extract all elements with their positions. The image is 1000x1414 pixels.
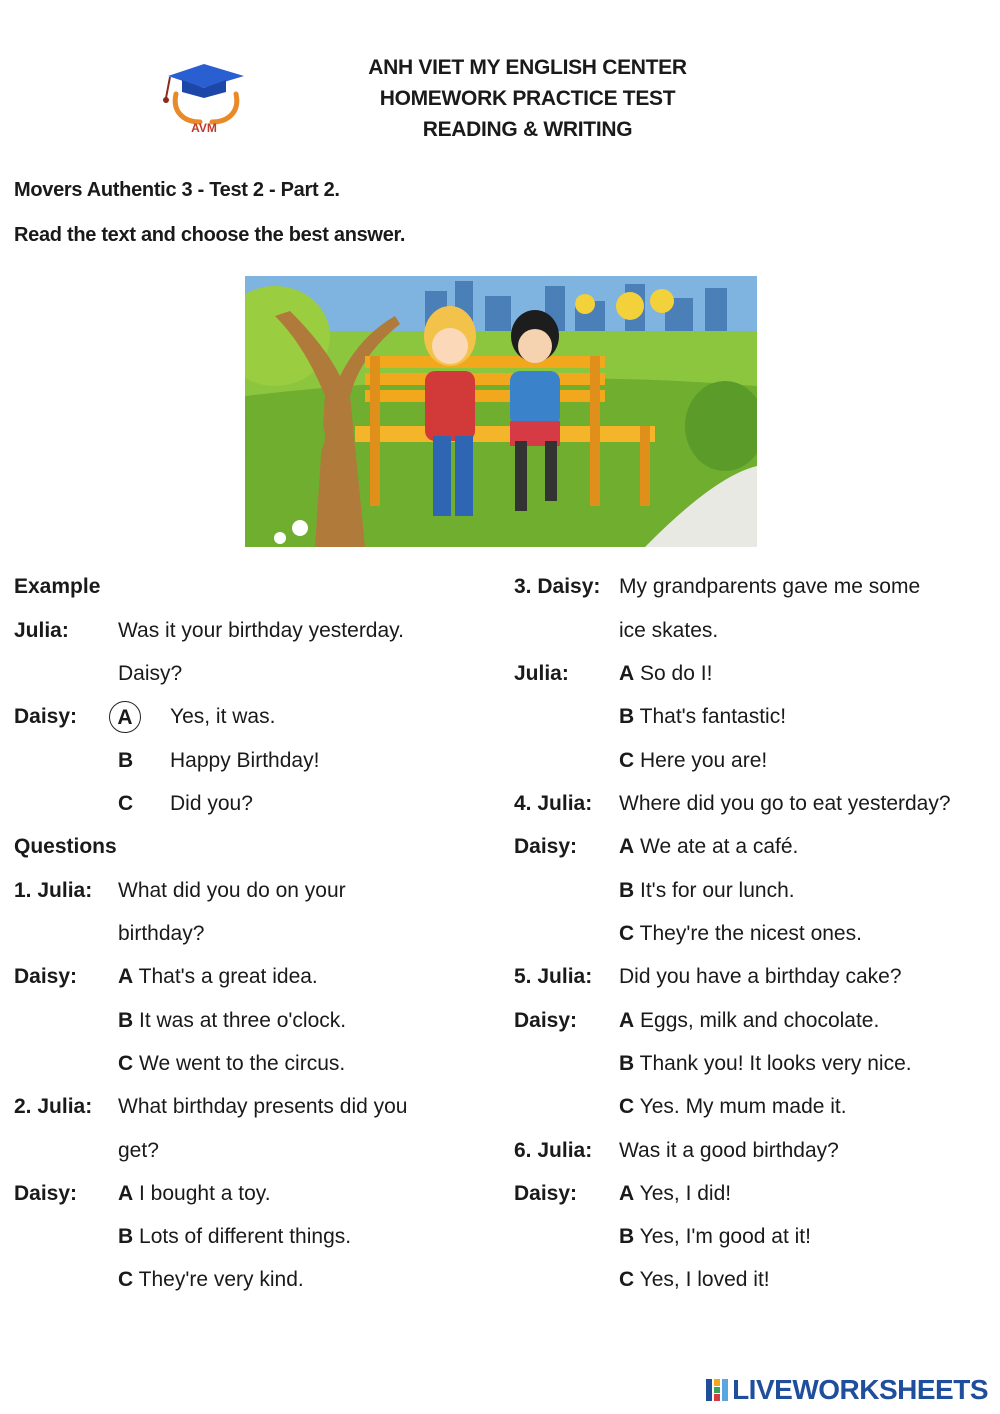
answer-option[interactable]: C Here you are! — [619, 749, 768, 772]
answer-option[interactable]: A So do I! — [619, 662, 713, 685]
example-option-text: Did you? — [170, 792, 253, 815]
answer-option[interactable]: B It's for our lunch. — [619, 879, 795, 902]
answer-option[interactable]: B Yes, I'm good at it! — [619, 1225, 811, 1248]
example-option-letter — [109, 701, 141, 733]
example-prompt: Was it your birthday yesterday. — [118, 619, 404, 642]
answer-option[interactable]: A I bought a toy. — [118, 1182, 271, 1205]
responder-label: Daisy: — [514, 1009, 578, 1032]
question-text: What did you do on your — [118, 879, 346, 902]
questions-heading: Questions — [14, 835, 117, 858]
question-text: birthday? — [118, 922, 205, 945]
park-bench-illustration — [245, 276, 757, 547]
test-skill: READING & WRITING — [422, 118, 633, 141]
example-option-letter: B — [118, 749, 134, 772]
answer-option[interactable]: B Lots of different things. — [118, 1225, 352, 1248]
answer-option[interactable]: A We ate at a café. — [619, 835, 799, 858]
center-logo — [158, 60, 250, 138]
graduation-cap-icon — [158, 60, 250, 138]
test-type: HOMEWORK PRACTICE TEST — [379, 87, 676, 110]
example-option-text: Happy Birthday! — [170, 749, 320, 772]
responder-label: Daisy: — [14, 965, 78, 988]
instruction: Read the text and choose the best answer. — [14, 224, 406, 246]
answer-option[interactable]: C Yes, I loved it! — [619, 1268, 770, 1291]
example-heading: Example — [14, 575, 101, 598]
answer-option[interactable]: C Yes. My mum made it. — [619, 1095, 847, 1118]
liveworksheets-logo[interactable] — [706, 1374, 988, 1406]
center-name: ANH VIET MY ENGLISH CENTER — [368, 56, 687, 79]
liveworksheets-icon — [706, 1376, 728, 1398]
answer-option[interactable]: C We went to the circus. — [118, 1052, 346, 1075]
answer-option[interactable]: A That's a great idea. — [118, 965, 318, 988]
responder-label: Julia: — [514, 662, 569, 685]
responder-label: Daisy: — [514, 835, 578, 858]
answer-option[interactable]: B That's fantastic! — [619, 705, 787, 728]
question-text: Was it a good birthday? — [619, 1139, 839, 1162]
question-text: Where did you go to eat yesterday? — [619, 792, 951, 815]
answer-option[interactable]: A Eggs, milk and chocolate. — [619, 1009, 880, 1032]
question-label: 2. Julia: — [14, 1095, 93, 1118]
question-text: get? — [118, 1139, 159, 1162]
question-text: Did you have a birthday cake? — [619, 965, 902, 988]
answer-option[interactable]: A Yes, I did! — [619, 1182, 732, 1205]
question-label: 4. Julia: — [514, 792, 593, 815]
speaker-label: Julia: — [14, 619, 69, 642]
question-label: 6. Julia: — [514, 1139, 593, 1162]
speaker-label: Daisy: — [14, 705, 78, 728]
test-title: Movers Authentic 3 - Test 2 - Part 2. — [14, 179, 340, 201]
answer-option[interactable]: B It was at three o'clock. — [118, 1009, 347, 1032]
question-label: 1. Julia: — [14, 879, 93, 902]
question-text: What birthday presents did you — [118, 1095, 408, 1118]
example-prompt-cont: Daisy? — [118, 662, 183, 685]
question-text: ice skates. — [619, 619, 719, 642]
question-label: 3. Daisy: — [514, 575, 601, 598]
brand-name: LIVEWORKSHEETS — [732, 1374, 988, 1405]
answer-circle-icon: A — [109, 701, 141, 733]
answer-option[interactable]: C They're very kind. — [118, 1268, 304, 1291]
example-option-letter: C — [118, 792, 134, 815]
answer-option[interactable]: B Thank you! It looks very nice. — [619, 1052, 912, 1075]
question-text: My grandparents gave me some — [619, 575, 921, 598]
logo-text: AVM — [191, 121, 217, 135]
responder-label: Daisy: — [14, 1182, 78, 1205]
answer-option[interactable]: C They're the nicest ones. — [619, 922, 862, 945]
question-label: 5. Julia: — [514, 965, 593, 988]
responder-label: Daisy: — [514, 1182, 578, 1205]
example-option-text: Yes, it was. — [170, 705, 276, 728]
